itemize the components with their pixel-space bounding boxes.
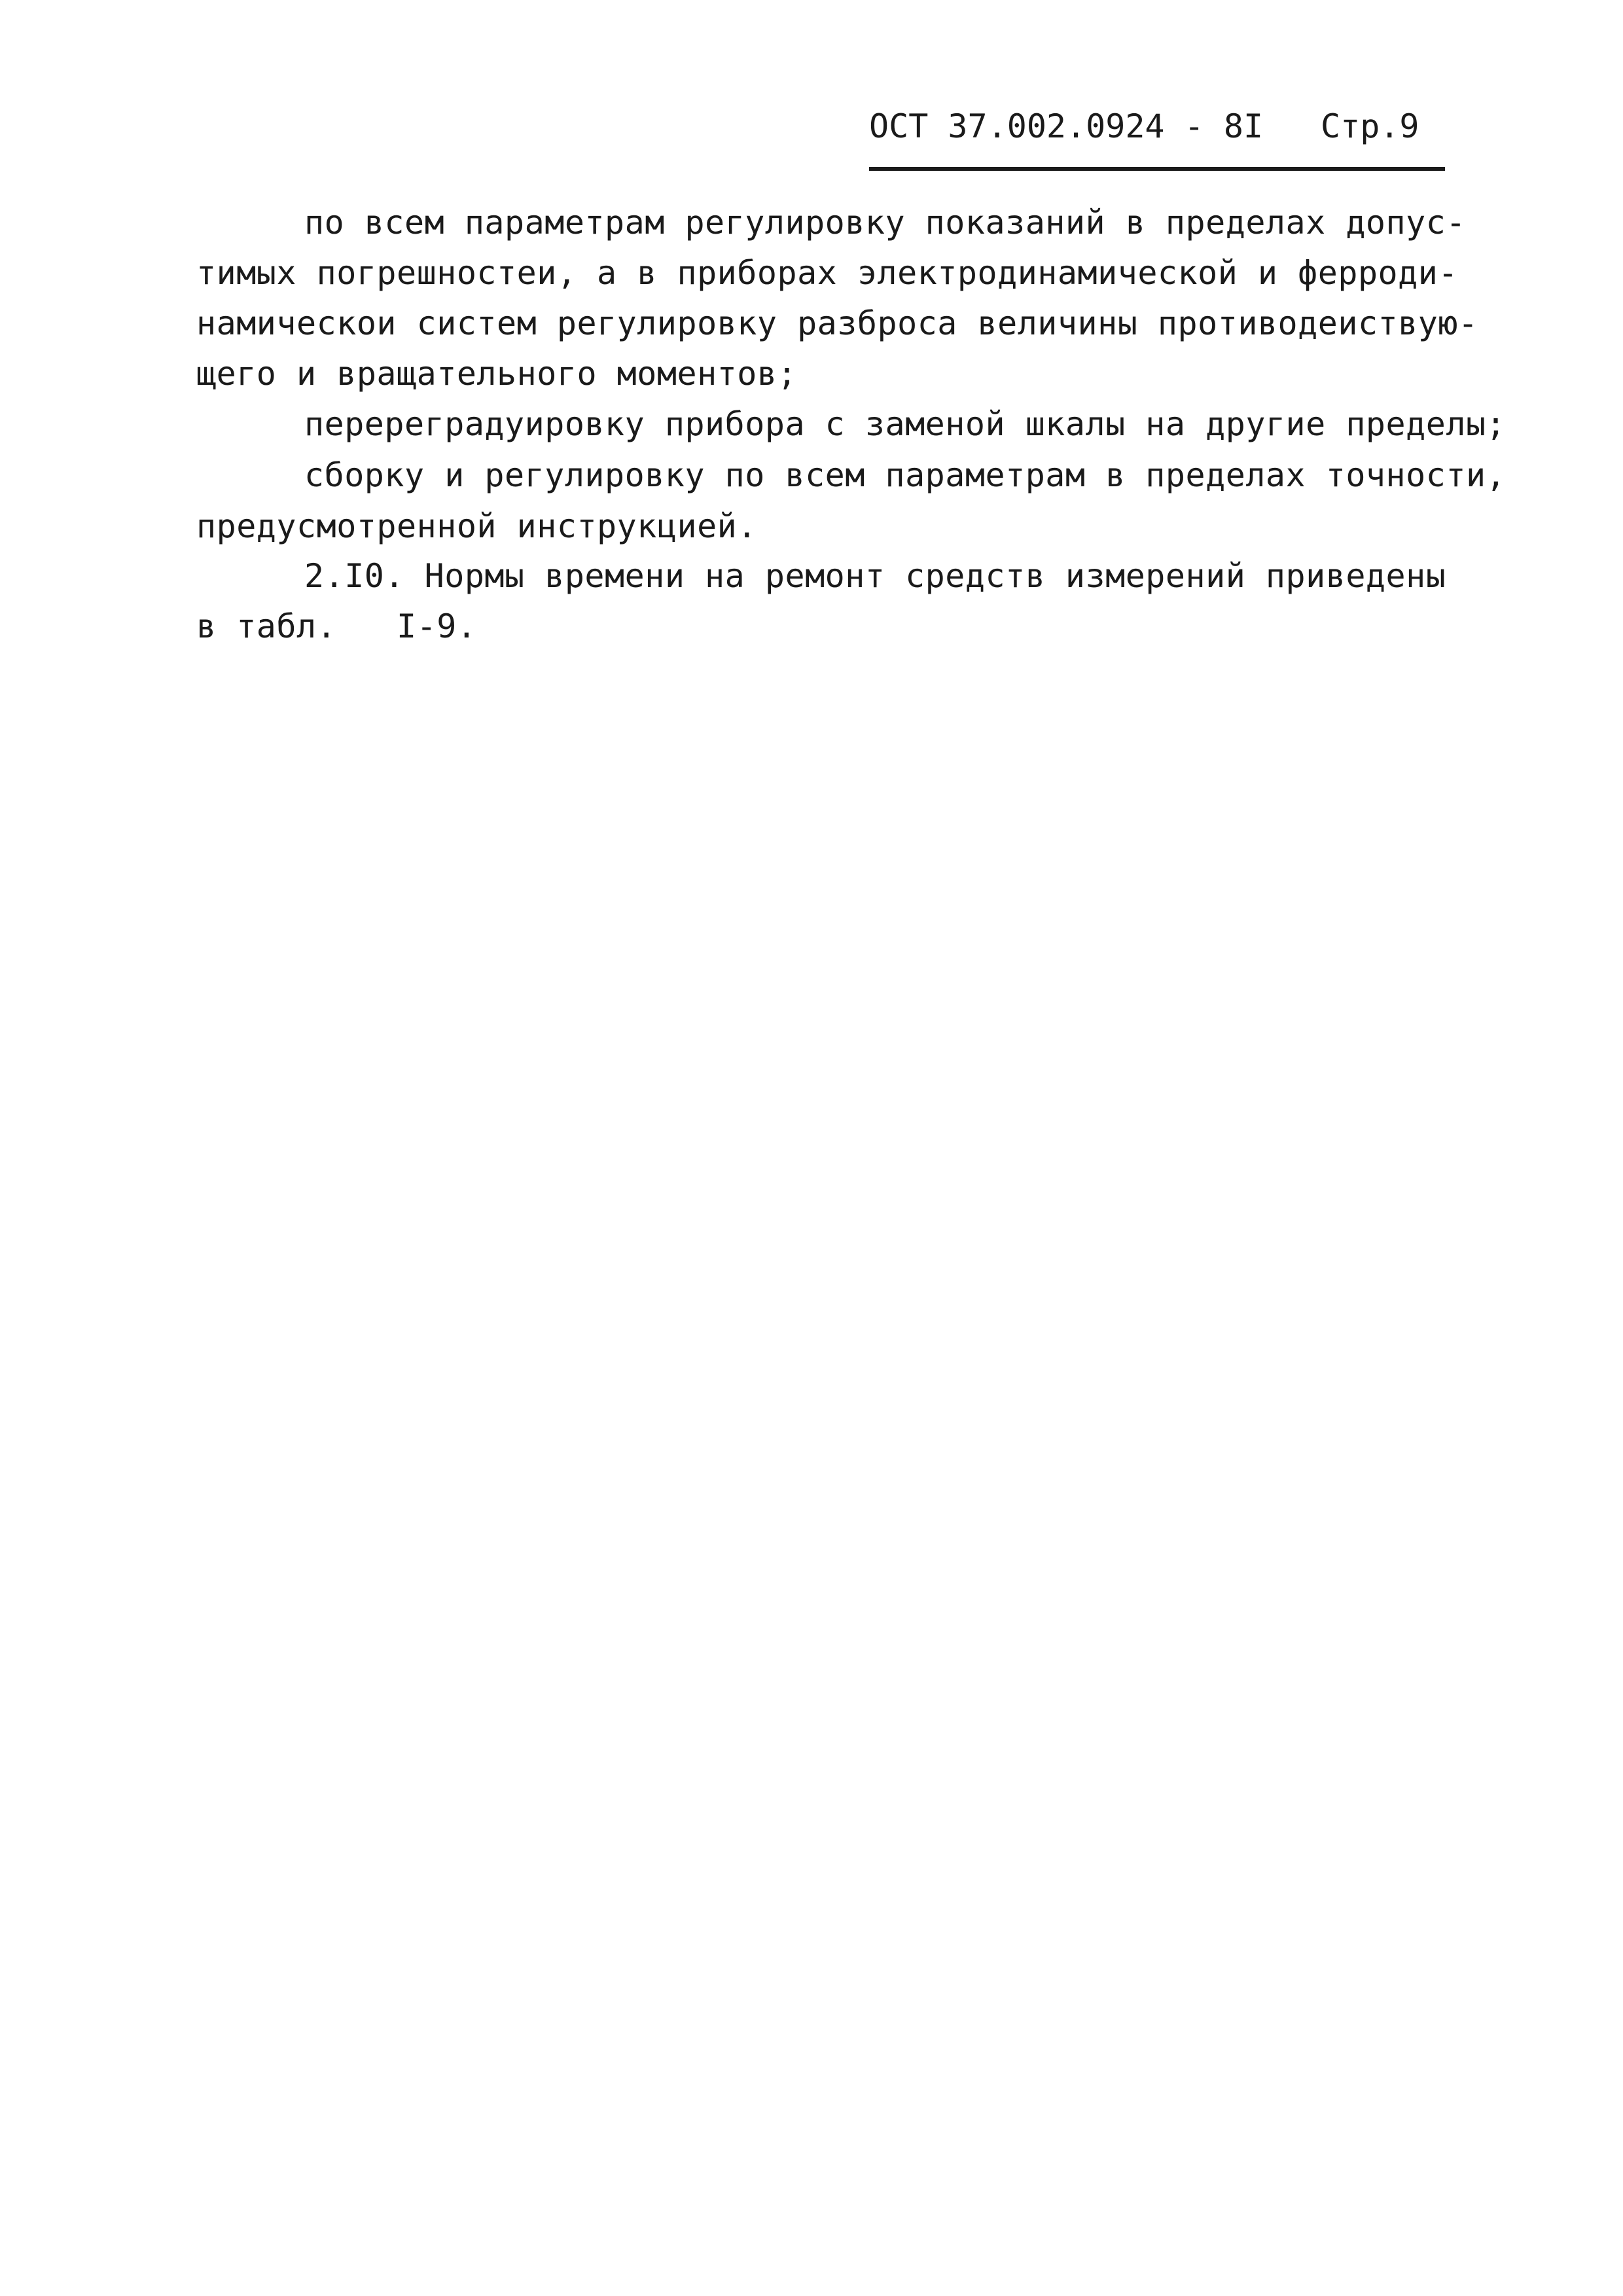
page-header bbox=[869, 106, 1445, 158]
text-line: 2.I0. Нормы времени на ремонт средств измерений приведены bbox=[304, 557, 1446, 595]
text-line: предусмотренной инструкцией. bbox=[196, 507, 757, 545]
text-line: сборку и регулировку по всем параметрам в пределах точности, bbox=[304, 456, 1507, 494]
text-line: в табл. I-9. bbox=[196, 607, 477, 645]
text-line: по всем параметрам регулировку показаний в пределах допус- bbox=[304, 204, 1466, 242]
text-line: щего и вращательного моментов; bbox=[196, 355, 798, 393]
header-underline bbox=[869, 167, 1445, 171]
page-number: Стр.9 bbox=[1321, 107, 1419, 145]
text-line: намическои систем регулировку разброса величины противодеиствую- bbox=[196, 304, 1478, 342]
text-line: перереградуировку прибора с заменой шкалы на другие пределы; bbox=[304, 405, 1507, 443]
document-code: ОСТ 37.002.0924 - 8I bbox=[869, 107, 1264, 145]
text-line: тимых погрешностеи, а в приборах электродинамической и ферроди- bbox=[196, 254, 1458, 292]
